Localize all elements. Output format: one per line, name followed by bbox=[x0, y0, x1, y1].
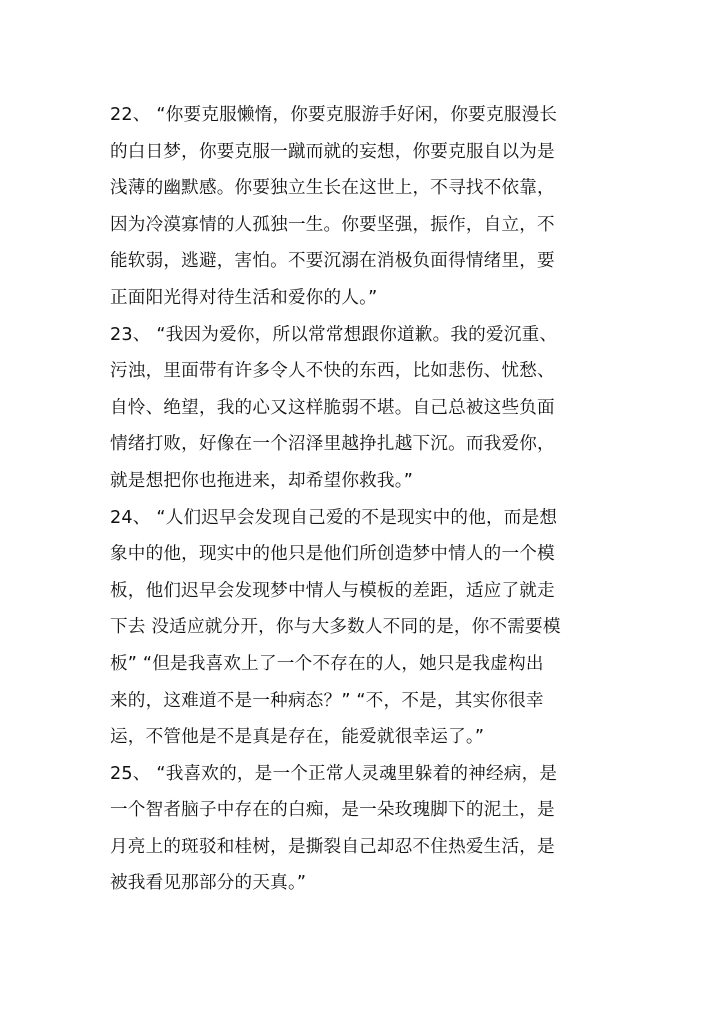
text-line: 污浊，里面带有许多令人不快的东西，比如悲伤、忧愁、 bbox=[110, 361, 555, 382]
text-line: 被我看见那部分的天真。” bbox=[110, 873, 307, 894]
text-line: 24、 “人们迟早会发现自己爱的不是现实中的他，而是想 bbox=[110, 507, 558, 528]
text-line: 就是想把你也拖进来，却希望你救我。” bbox=[110, 470, 414, 491]
text-line: 23、 “我因为爱你，所以常常想跟你道歉。我的爱沉重、 bbox=[110, 324, 558, 345]
quote-text-block bbox=[110, 97, 616, 902]
text-line: 正面阳光得对待生活和爱你的人。” bbox=[110, 287, 378, 308]
text-line: 运，不管他是不是真是存在，能爱就很幸运了。” bbox=[110, 727, 485, 748]
text-line: 象中的他，现实中的他只是他们所创造梦中情人的一个模 bbox=[110, 544, 555, 565]
text-line: 下去 没适应就分开，你与大多数人不同的是，你不需要模 bbox=[110, 617, 561, 638]
text-line: 月亮上的斑驳和桂树，是撕裂自己却忍不住热爱生活，是 bbox=[110, 836, 555, 857]
text-line: 因为冷漠寡情的人孤独一生。你要坚强，振作，自立，不 bbox=[110, 214, 555, 235]
text-line: 浅薄的幽默感。你要独立生长在这世上，不寻找不依靠， bbox=[110, 178, 555, 199]
text-line: 自怜、绝望，我的心又这样脆弱不堪。自己总被这些负面 bbox=[110, 397, 555, 418]
text-line: 情绪打败，好像在一个沼泽里越挣扎越下沉。而我爱你， bbox=[110, 434, 555, 455]
text-line: 能软弱，逃避，害怕。不要沉溺在消极负面得情绪里，要 bbox=[110, 251, 555, 272]
text-line: 25、 “我喜欢的，是一个正常人灵魂里躲着的神经病，是 bbox=[110, 763, 558, 784]
text-line: 来的，这难道不是一种病态？” “不，不是，其实你很幸 bbox=[110, 690, 544, 711]
text-line: 板，他们迟早会发现梦中情人与模板的差距，适应了就走 bbox=[110, 580, 555, 601]
text-line: 的白日梦，你要克服一蹴而就的妄想，你要克服自以为是 bbox=[110, 141, 555, 162]
text-line: 板” “但是我喜欢上了一个不存在的人，她只是我虚构出 bbox=[110, 653, 544, 674]
text-line: 22、 “你要克服懒惰，你要克服游手好闲，你要克服漫长 bbox=[110, 105, 558, 125]
text-line: 一个智者脑子中存在的白痴，是一朵玫瑰脚下的泥土，是 bbox=[110, 800, 555, 821]
